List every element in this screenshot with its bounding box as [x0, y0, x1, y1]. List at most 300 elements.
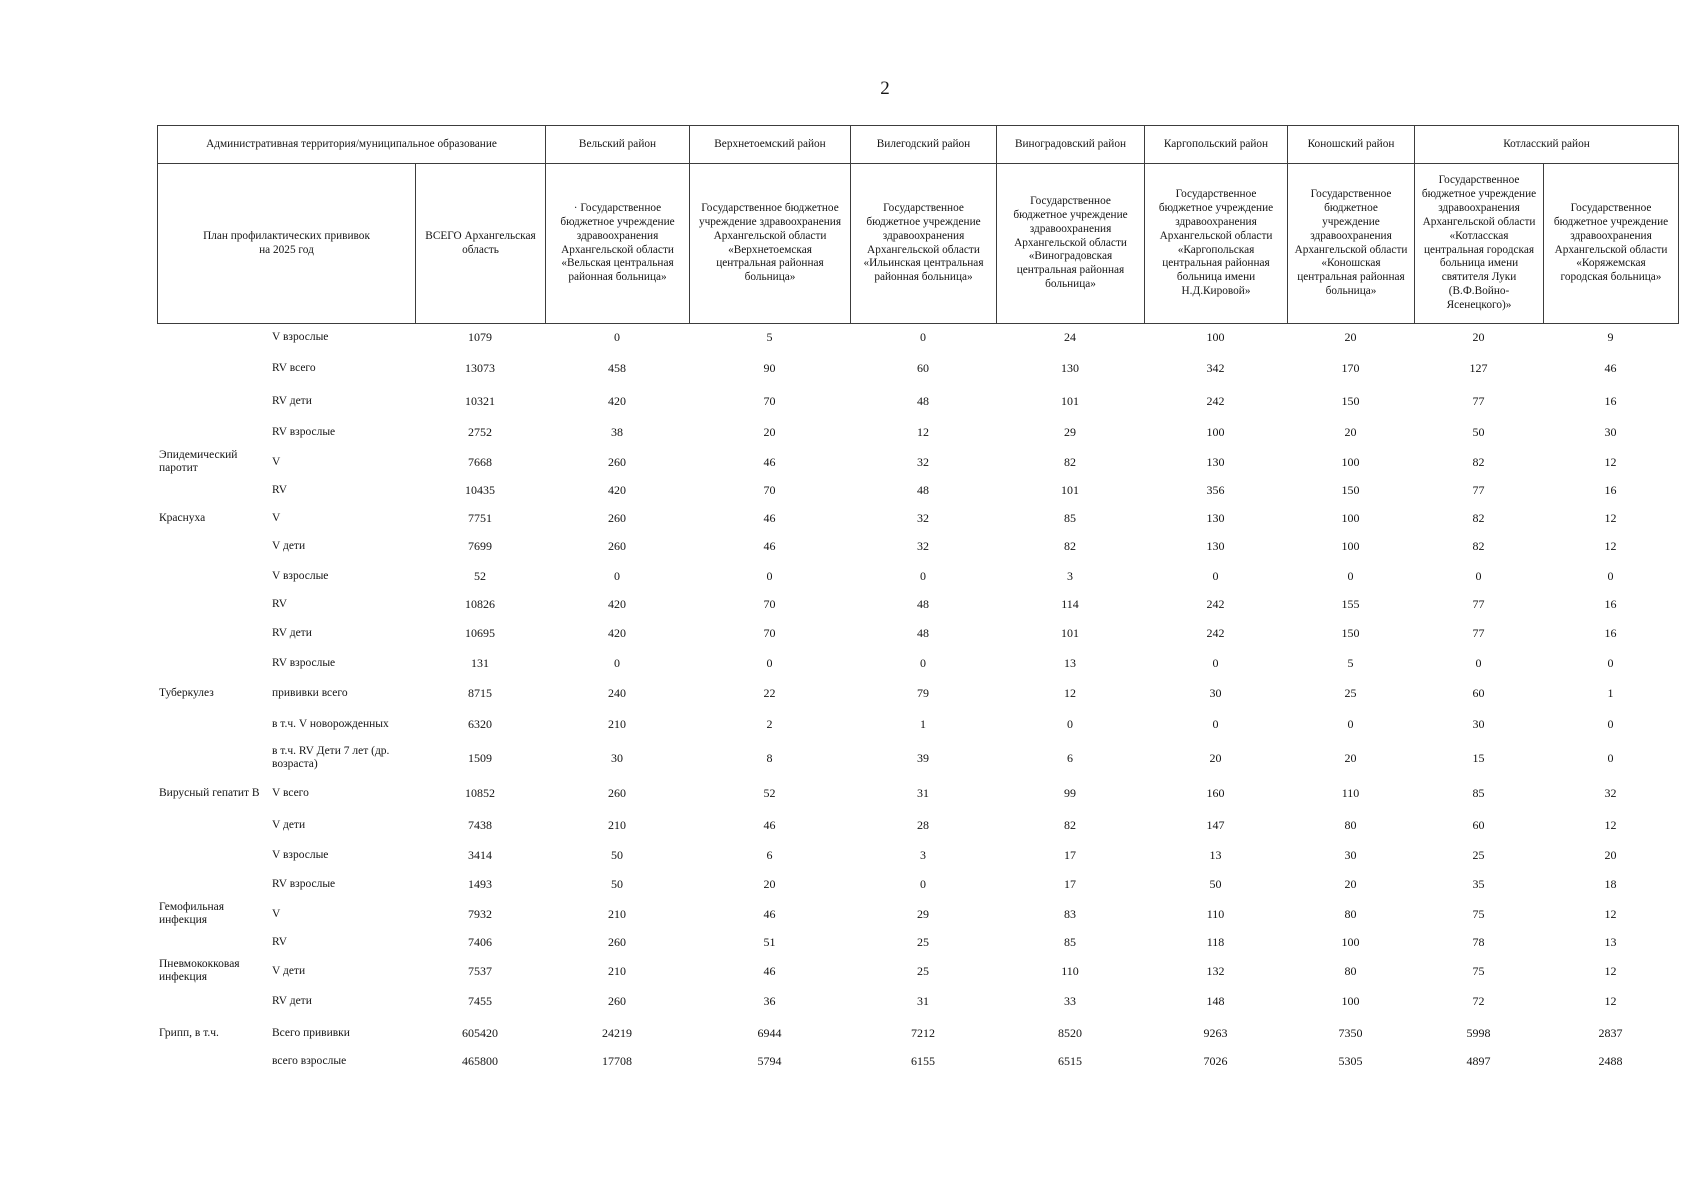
header-district-name: Вилегодский район: [850, 125, 996, 163]
table-row: [157, 956, 1678, 986]
header-institution-name: Государственное бюджетное учреждение здравоохранения Архангельской области «Верхнетоемская центральная районная больница»: [689, 163, 850, 323]
table-row: [157, 1018, 1678, 1048]
cell-district-value: 28: [917, 818, 929, 832]
cell-district-value: 0: [766, 656, 773, 670]
cell-district-value: 0: [1347, 717, 1354, 731]
cell-district-value: 77: [1472, 394, 1485, 408]
cell-total-value: 10435: [465, 483, 495, 497]
table-row: [157, 648, 1678, 678]
cell-district-value: 160: [1206, 786, 1225, 800]
cell-district-value: 16: [1604, 597, 1617, 611]
cell-district-value: 75: [1472, 907, 1485, 921]
header-institution-name: · Государственное бюджетное учреждение здравоохранения Архангельской области «Вельская центральная районная больница»: [545, 163, 689, 323]
cell-district-value: 12: [1604, 818, 1617, 832]
cell-district-value: 20: [1344, 330, 1357, 344]
header-plan-label: План профилактических прививок на 2025 год: [157, 163, 415, 323]
cell-district-value: 82: [1472, 511, 1485, 525]
header-district-name: Котласский район: [1414, 125, 1678, 163]
cell-district-value: 114: [1061, 597, 1079, 611]
cell-total-value: 7438: [468, 818, 492, 832]
cell-district-value: 1: [1607, 686, 1614, 700]
cell-district-value: 0: [1212, 569, 1219, 583]
cell-district-value: 210: [608, 818, 626, 832]
cell-district-value: 5: [1347, 656, 1354, 670]
table-row: [157, 927, 1678, 957]
row-infection-name: Туберкулез: [159, 686, 214, 699]
cell-district-value: 32: [1604, 786, 1617, 800]
cell-district-value: 100: [1206, 425, 1225, 439]
cell-district-value: 17: [1064, 848, 1076, 862]
table-row: [157, 678, 1678, 708]
cell-district-value: 80: [1344, 818, 1357, 832]
cell-total-value: 7699: [468, 539, 492, 553]
cell-district-value: 12: [917, 425, 929, 439]
header-district-name: Коношский район: [1287, 125, 1414, 163]
cell-district-value: 7026: [1203, 1054, 1228, 1068]
cell-district-value: 80: [1344, 907, 1357, 921]
cell-district-value: 6: [766, 848, 773, 862]
cell-district-value: 46: [763, 907, 776, 921]
cell-district-value: 70: [763, 597, 776, 611]
cell-district-value: 70: [763, 394, 776, 408]
cell-district-value: 25: [917, 935, 929, 949]
cell-district-value: 46: [763, 539, 776, 553]
cell-district-value: 0: [614, 569, 620, 583]
cell-district-value: 0: [1607, 717, 1614, 731]
cell-district-value: 46: [763, 511, 776, 525]
header-district-name: Каргопольский район: [1144, 125, 1287, 163]
cell-district-value: 0: [920, 656, 926, 670]
cell-district-value: 82: [1064, 818, 1076, 832]
cell-total-value: 7537: [468, 964, 492, 978]
cell-district-value: 130: [1206, 539, 1225, 553]
cell-district-value: 9: [1607, 330, 1614, 344]
page-number: 2: [880, 78, 890, 99]
cell-district-value: 1: [920, 717, 926, 731]
cell-district-value: 20: [763, 425, 776, 439]
cell-district-value: 20: [1344, 425, 1357, 439]
cell-district-value: 0: [1475, 656, 1482, 670]
cell-district-value: 46: [763, 455, 776, 469]
row-vaccination-type: RV взрослые: [272, 877, 336, 890]
header-total-label: ВСЕГО Архангельская область: [415, 163, 545, 323]
cell-district-value: 32: [917, 511, 929, 525]
table-row: [157, 869, 1678, 899]
table-row: [157, 986, 1678, 1016]
row-vaccination-type: V взрослые: [272, 569, 329, 582]
cell-district-value: 82: [1472, 455, 1485, 469]
cell-district-value: 12: [1604, 539, 1617, 553]
cell-total-value: 2752: [468, 425, 492, 439]
row-vaccination-type: в т.ч. V новорожденных: [272, 717, 389, 730]
cell-district-value: 7212: [911, 1026, 935, 1040]
cell-district-value: 13: [1209, 848, 1222, 862]
row-infection-name: Пневмококковая инфекция: [159, 958, 240, 983]
cell-district-value: 101: [1061, 394, 1079, 408]
table-header: [157, 125, 1679, 324]
cell-total-value: 7455: [468, 994, 492, 1008]
cell-district-value: 32: [917, 539, 929, 553]
cell-total-value: 10321: [465, 394, 495, 408]
cell-district-value: 0: [614, 330, 620, 344]
cell-district-value: 5305: [1338, 1054, 1363, 1068]
cell-district-value: 155: [1341, 597, 1360, 611]
cell-district-value: 0: [614, 656, 620, 670]
cell-district-value: 5998: [1466, 1026, 1491, 1040]
row-vaccination-type: RV взрослые: [272, 425, 336, 438]
header-institution-name: Государственное бюджетное учреждение здравоохранения Архангельской области «Каргопольская центральная районная больница имени Н.Д.Кировой»: [1144, 163, 1287, 323]
row-vaccination-type: V взрослые: [272, 330, 329, 343]
row-vaccination-type: V всего: [272, 786, 309, 799]
cell-district-value: 6: [1067, 751, 1073, 765]
cell-district-value: 30: [1209, 686, 1222, 700]
cell-district-value: 6155: [911, 1054, 935, 1068]
cell-district-value: 38: [611, 425, 623, 439]
table-row: [157, 709, 1678, 739]
cell-district-value: 24: [1064, 330, 1076, 344]
row-vaccination-type: RV взрослые: [272, 656, 336, 669]
cell-total-value: 7668: [468, 455, 492, 469]
cell-district-value: 50: [1472, 425, 1485, 439]
row-vaccination-type: всего взрослые: [272, 1054, 347, 1067]
cell-district-value: 70: [763, 483, 776, 497]
cell-district-value: 356: [1206, 483, 1225, 497]
cell-district-value: 260: [608, 935, 626, 949]
cell-district-value: 2837: [1598, 1026, 1623, 1040]
cell-district-value: 127: [1469, 361, 1488, 375]
cell-district-value: 13: [1604, 935, 1617, 949]
table-row: [157, 899, 1678, 929]
row-vaccination-type: RV: [272, 935, 288, 948]
cell-district-value: 12: [1604, 964, 1617, 978]
cell-district-value: 82: [1064, 455, 1076, 469]
cell-district-value: 2488: [1598, 1054, 1623, 1068]
cell-district-value: 20: [1604, 848, 1617, 862]
cell-total-value: 1509: [468, 751, 492, 765]
table-row: [157, 1046, 1678, 1076]
cell-district-value: 35: [1472, 877, 1485, 891]
row-vaccination-type: V дети: [272, 818, 306, 831]
cell-district-value: 0: [1607, 569, 1614, 583]
cell-district-value: 100: [1341, 511, 1360, 525]
cell-district-value: 0: [1212, 717, 1219, 731]
row-vaccination-type: RV: [272, 483, 288, 496]
cell-district-value: 20: [1344, 751, 1357, 765]
cell-district-value: 77: [1472, 483, 1485, 497]
cell-district-value: 342: [1206, 361, 1225, 375]
cell-district-value: 110: [1206, 907, 1225, 921]
cell-district-value: 420: [608, 394, 626, 408]
cell-district-value: 420: [608, 483, 626, 497]
cell-district-value: 100: [1341, 455, 1360, 469]
cell-district-value: 80: [1344, 964, 1357, 978]
cell-district-value: 83: [1064, 907, 1076, 921]
cell-district-value: 32: [917, 455, 929, 469]
cell-district-value: 130: [1206, 455, 1225, 469]
header-district-name: Виноградовский район: [996, 125, 1144, 163]
cell-district-value: 100: [1341, 994, 1360, 1008]
cell-district-value: 260: [608, 539, 626, 553]
cell-total-value: 605420: [462, 1026, 498, 1040]
cell-district-value: 118: [1206, 935, 1225, 949]
cell-district-value: 78: [1472, 935, 1485, 949]
cell-district-value: 20: [1209, 751, 1222, 765]
cell-district-value: 260: [608, 786, 626, 800]
header-district-name: Вельский район: [545, 125, 689, 163]
cell-district-value: 48: [917, 626, 929, 640]
cell-district-value: 8: [766, 751, 773, 765]
cell-district-value: 50: [611, 848, 623, 862]
cell-district-value: 36: [763, 994, 776, 1008]
cell-district-value: 48: [917, 597, 929, 611]
cell-district-value: 85: [1064, 935, 1076, 949]
cell-district-value: 8520: [1058, 1026, 1082, 1040]
cell-district-value: 30: [611, 751, 623, 765]
cell-district-value: 82: [1472, 539, 1485, 553]
cell-total-value: 6320: [468, 717, 492, 731]
cell-total-value: 465800: [462, 1054, 498, 1068]
cell-district-value: 16: [1604, 483, 1617, 497]
table-row: [157, 618, 1678, 648]
cell-district-value: 60: [1472, 818, 1485, 832]
cell-district-value: 70: [763, 626, 776, 640]
row-vaccination-type: RV: [272, 597, 288, 610]
table-row: [157, 589, 1678, 619]
cell-district-value: 29: [1064, 425, 1076, 439]
cell-district-value: 240: [608, 686, 626, 700]
cell-district-value: 24219: [602, 1026, 632, 1040]
cell-total-value: 7406: [468, 935, 492, 949]
cell-district-value: 0: [1212, 656, 1219, 670]
cell-district-value: 6515: [1058, 1054, 1082, 1068]
cell-district-value: 82: [1064, 539, 1076, 553]
header-institution-name: Государственное бюджетное учреждение здравоохранения Архангельской области «Коряжемская городская больница»: [1543, 163, 1678, 323]
cell-total-value: 7751: [468, 511, 492, 525]
cell-district-value: 77: [1472, 626, 1485, 640]
table-row: [157, 447, 1678, 477]
cell-district-value: 17708: [602, 1054, 632, 1068]
cell-district-value: 48: [917, 394, 929, 408]
table-row: [157, 810, 1678, 840]
cell-district-value: 4897: [1466, 1054, 1491, 1068]
cell-district-value: 110: [1341, 786, 1360, 800]
cell-district-value: 90: [763, 361, 776, 375]
row-infection-name: Эпидемический паротит: [159, 449, 238, 474]
row-vaccination-type: V дети: [272, 539, 306, 552]
row-vaccination-type: RV всего: [272, 361, 316, 374]
cell-district-value: 46: [1604, 361, 1617, 375]
cell-district-value: 85: [1472, 786, 1485, 800]
cell-district-value: 30: [1604, 425, 1617, 439]
header-institution-name: Государственное бюджетное учреждение здравоохранения Архангельской области «Котласская центральная городская больница имени святителя Луки (В.Ф.Войно- Ясенецкого)»: [1414, 163, 1543, 323]
cell-district-value: 20: [763, 877, 776, 891]
cell-district-value: 29: [917, 907, 929, 921]
cell-district-value: 18: [1604, 877, 1617, 891]
cell-district-value: 31: [917, 786, 929, 800]
cell-district-value: 0: [920, 330, 926, 344]
row-infection-name: Грипп, в т.ч.: [159, 1026, 219, 1039]
row-vaccination-type: V: [272, 907, 281, 920]
header-district-name: Верхнетоемский район: [689, 125, 850, 163]
row-infection-name: Гемофильная инфекция: [159, 901, 225, 926]
cell-district-value: 46: [763, 818, 776, 832]
table-row: [157, 353, 1678, 383]
table-row: [157, 503, 1678, 533]
cell-district-value: 31: [917, 994, 929, 1008]
cell-district-value: 0: [1067, 717, 1073, 731]
cell-district-value: 7350: [1338, 1026, 1363, 1040]
row-vaccination-type: V: [272, 455, 281, 468]
cell-district-value: 85: [1064, 511, 1076, 525]
cell-district-value: 242: [1206, 597, 1225, 611]
cell-district-value: 210: [608, 907, 626, 921]
cell-district-value: 39: [917, 751, 929, 765]
cell-district-value: 132: [1206, 964, 1225, 978]
cell-total-value: 131: [471, 656, 489, 670]
table-row: [157, 561, 1678, 591]
row-infection-name: Вирусный гепатит В: [159, 786, 260, 799]
cell-total-value: 1493: [468, 877, 492, 891]
cell-district-value: 0: [1475, 569, 1482, 583]
cell-district-value: 420: [608, 626, 626, 640]
cell-district-value: 260: [608, 455, 626, 469]
cell-total-value: 13073: [465, 361, 495, 375]
cell-district-value: 16: [1604, 394, 1617, 408]
cell-district-value: 3: [920, 848, 926, 862]
cell-district-value: 22: [763, 686, 776, 700]
cell-district-value: 79: [917, 686, 929, 700]
cell-total-value: 3414: [468, 848, 492, 862]
header-institution-name: Государственное бюджетное учреждение здравоохранения Архангельской области «Виноградовская центральная районная больница»: [996, 163, 1144, 323]
cell-total-value: 52: [474, 569, 486, 583]
cell-district-value: 242: [1206, 394, 1225, 408]
table-row: [157, 778, 1678, 808]
cell-district-value: 130: [1061, 361, 1079, 375]
cell-district-value: 170: [1341, 361, 1360, 375]
cell-total-value: 10852: [465, 786, 495, 800]
cell-district-value: 30: [1472, 717, 1485, 731]
cell-district-value: 15: [1472, 751, 1485, 765]
cell-district-value: 458: [608, 361, 626, 375]
cell-district-value: 0: [1607, 656, 1614, 670]
cell-district-value: 0: [920, 569, 926, 583]
cell-district-value: 101: [1061, 626, 1079, 640]
cell-district-value: 99: [1064, 786, 1076, 800]
cell-district-value: 0: [766, 569, 773, 583]
table-row: [157, 475, 1678, 505]
cell-district-value: 46: [763, 964, 776, 978]
cell-district-value: 72: [1472, 994, 1485, 1008]
row-vaccination-type: V дети: [272, 964, 306, 977]
cell-district-value: 60: [917, 361, 929, 375]
cell-district-value: 6944: [757, 1026, 782, 1040]
cell-district-value: 110: [1061, 964, 1079, 978]
cell-district-value: 0: [1607, 751, 1614, 765]
cell-district-value: 77: [1472, 597, 1485, 611]
row-vaccination-type: V взрослые: [272, 848, 329, 861]
cell-total-value: 10826: [465, 597, 495, 611]
table-row: [157, 417, 1678, 447]
cell-district-value: 0: [1347, 569, 1354, 583]
cell-district-value: 48: [917, 483, 929, 497]
cell-district-value: 147: [1206, 818, 1225, 832]
cell-district-value: 9263: [1203, 1026, 1228, 1040]
table-row: [157, 840, 1678, 870]
cell-district-value: 150: [1341, 483, 1360, 497]
cell-district-value: 20: [1344, 877, 1357, 891]
table-row: [157, 322, 1678, 352]
row-vaccination-type: RV дети: [272, 994, 312, 1007]
cell-district-value: 210: [608, 717, 626, 731]
cell-district-value: 12: [1064, 686, 1076, 700]
row-vaccination-type: V: [272, 511, 281, 524]
cell-district-value: 17: [1064, 877, 1076, 891]
cell-district-value: 242: [1206, 626, 1225, 640]
row-vaccination-type: RV дети: [272, 394, 312, 407]
cell-district-value: 60: [1472, 686, 1485, 700]
cell-district-value: 100: [1341, 935, 1360, 949]
cell-total-value: 1079: [468, 330, 492, 344]
cell-district-value: 52: [763, 786, 776, 800]
cell-district-value: 25: [1472, 848, 1485, 862]
row-vaccination-type: прививки всего: [272, 686, 348, 699]
cell-district-value: 101: [1061, 483, 1079, 497]
cell-district-value: 20: [1472, 330, 1485, 344]
cell-district-value: 100: [1206, 330, 1225, 344]
cell-district-value: 25: [1344, 686, 1357, 700]
cell-district-value: 100: [1341, 539, 1360, 553]
cell-district-value: 16: [1604, 626, 1617, 640]
cell-district-value: 33: [1064, 994, 1076, 1008]
row-vaccination-type: RV дети: [272, 626, 312, 639]
cell-district-value: 12: [1604, 907, 1617, 921]
cell-district-value: 5794: [757, 1054, 782, 1068]
cell-district-value: 5: [766, 330, 773, 344]
cell-district-value: 260: [608, 511, 626, 525]
cell-total-value: 7932: [468, 907, 492, 921]
cell-district-value: 12: [1604, 455, 1617, 469]
cell-district-value: 150: [1341, 626, 1360, 640]
cell-district-value: 50: [611, 877, 623, 891]
header-institution-name: Государственное бюджетное учреждение здравоохранения Архангельской области «Коношская центральная районная больница»: [1287, 163, 1414, 323]
cell-district-value: 150: [1341, 394, 1360, 408]
table-row: [157, 743, 1678, 773]
cell-district-value: 130: [1206, 511, 1225, 525]
cell-district-value: 260: [608, 994, 626, 1008]
cell-total-value: 8715: [468, 686, 492, 700]
cell-district-value: 30: [1344, 848, 1357, 862]
table-row: [157, 531, 1678, 561]
cell-district-value: 12: [1604, 994, 1617, 1008]
row-vaccination-type: в т.ч. RV Дети 7 лет (др. возраста): [272, 745, 390, 770]
cell-district-value: 210: [608, 964, 626, 978]
header-territory-label: Административная территория/муниципальное образование: [157, 125, 545, 163]
cell-district-value: 2: [766, 717, 773, 731]
cell-total-value: 10695: [465, 626, 495, 640]
cell-district-value: 3: [1067, 569, 1073, 583]
cell-district-value: 420: [608, 597, 626, 611]
table-row: [157, 386, 1678, 416]
header-institution-name: Государственное бюджетное учреждение здравоохранения Архангельской области «Ильинская центральная районная больница»: [850, 163, 996, 323]
cell-district-value: 13: [1064, 656, 1076, 670]
cell-district-value: 148: [1206, 994, 1225, 1008]
cell-district-value: 25: [917, 964, 929, 978]
row-infection-name: Краснуха: [159, 511, 206, 524]
cell-district-value: 12: [1604, 511, 1617, 525]
cell-district-value: 0: [920, 877, 926, 891]
row-vaccination-type: Всего прививки: [272, 1026, 350, 1039]
cell-district-value: 51: [763, 935, 776, 949]
